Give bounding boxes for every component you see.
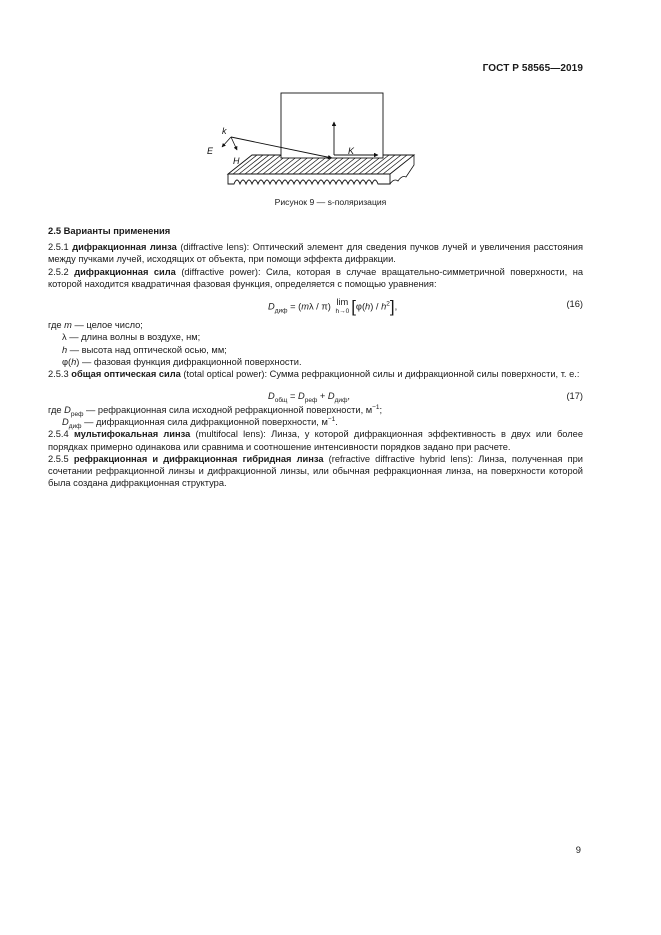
plane-of-incidence (281, 93, 383, 158)
term: рефракционная и дифракционная гибридная линза (73, 453, 324, 464)
figure-caption: Рисунок 9 — s-поляризация (274, 197, 387, 207)
formula-17 (48, 384, 583, 404)
formula-17-expression: $D_{общ} = D_{реф} + D_{диф}$, (268, 390, 351, 404)
e-field-vector (222, 137, 231, 147)
document-body (48, 241, 583, 490)
term: мультифокальная линза (73, 429, 191, 440)
grating-front-profile (228, 174, 390, 184)
label-k: k (222, 126, 227, 136)
h-field-vector (231, 137, 237, 150)
where-16-phi: φ(h) — фазовая функция дифракционной поверхности. (62, 357, 302, 368)
page-number: 9 (575, 844, 581, 855)
item-2-5-3: 2.5.3 общая оптическая сила (total optical power): Сумма рефракционной силы и дифракционной силы поверхности, т. е.: (48, 369, 580, 380)
formula-16 (48, 292, 583, 319)
formula-17-number: (17) (566, 390, 583, 401)
term: дифракционная сила (74, 266, 176, 277)
item-2-5-1: 2.5.1 дифракционная линза (diffractive lens): Оптический элемент для сведения пучков лучей и увеличения расстояния между пучками лучей, исходящих от объекта, при помощи эффекта дифракции. (48, 242, 583, 265)
limit-operator: lim h→0 (335, 297, 350, 316)
formula-16-number: (16) (566, 299, 583, 310)
section-title: 2.5 Варианты применения (48, 225, 171, 236)
term: общая оптическая сила (71, 369, 181, 380)
where-17-ddif: $D_{диф}$ — дифракционная сила дифракционной поверхности, $м^{-1}$. (62, 415, 338, 430)
document-header: ГОСТ Р 58565—2019 (482, 63, 583, 74)
s-polarization-diagram (200, 88, 420, 192)
label-k-vector: K (348, 146, 355, 156)
item-2-5-4: 2.5.4 мультифокальная линза (multifocal lens): Линза, у которой дифракционная эффективность в двух или более порядках примерно одинакова или сравнима и соотношение интенсивности порядков задано при расчете. (48, 429, 584, 452)
where-16-h: h — высота над оптической осью, мм; (62, 344, 227, 355)
where-16-lambda: λ — длина волны в воздухе, нм; (62, 332, 201, 343)
item-2-5-5: 2.5.5 рефракционная и дифракционная гибридная линза (refractive diffractive hybrid lens): Линза, полученная при сочетании рефракционной линзы и дифракционной линзы, или обычная рефракционная линза, на поверхности которой была создана дифракционная структура. (48, 453, 583, 489)
label-e: E (207, 146, 214, 156)
term: дифракционная линза (72, 242, 177, 252)
item-2-5-2: 2.5.2 дифракционная сила (diffractive power): Сила, которая в случае вращательно-симметричной поверхности, на которой находится квадратичная фазовая функция, определяется с помощью уравнения: (48, 266, 583, 289)
formula-16-expression: $D_{диф} = (m\lambda / \pi)$ lim h→0 $[\varphi(h) / h^2]$, (268, 297, 398, 317)
where-17-dref: где $D_{реф}$ — рефракционная сила исходной рефракционной поверхности, $м^{-1}$; (48, 403, 383, 418)
where-16-m: где m — целое число; (48, 320, 143, 331)
label-h: H (233, 156, 240, 166)
